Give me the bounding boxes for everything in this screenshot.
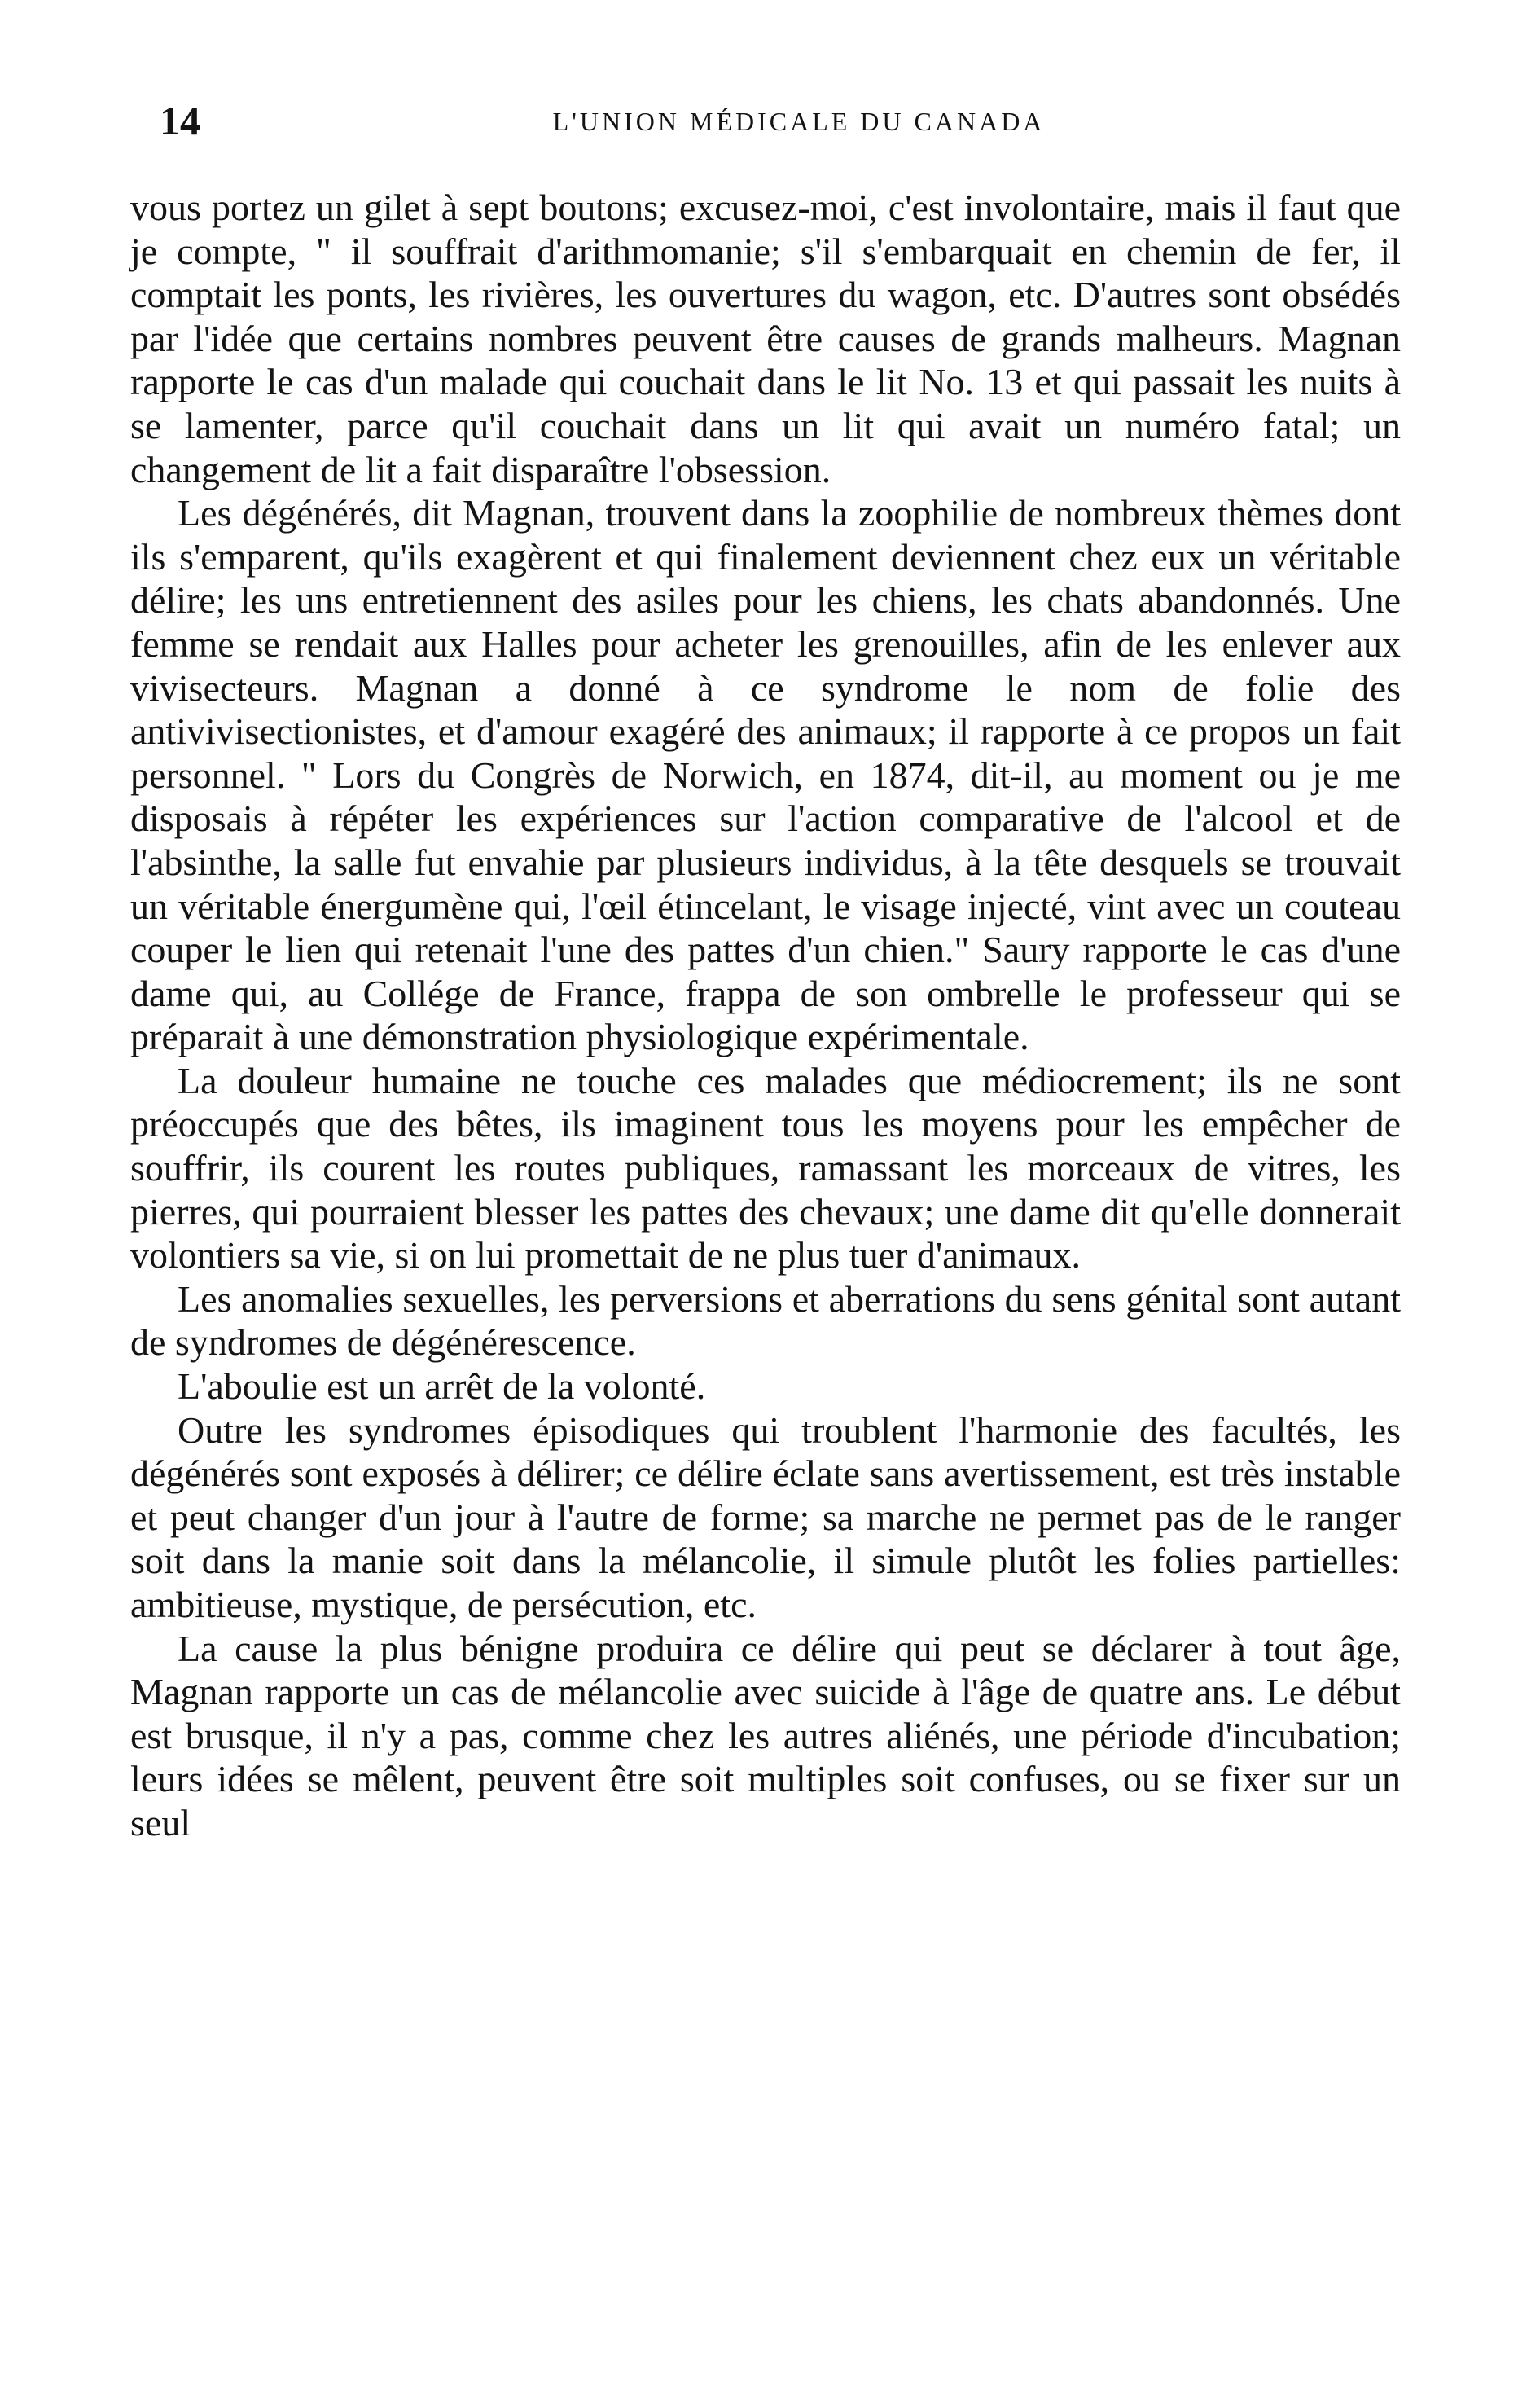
paragraph: L'aboulie est un arrêt de la volonté.	[178, 1365, 706, 1408]
paragraph: La douleur humaine ne touche ces malades que médiocrement; ils ne sont préoccupés que des bêtes, ils imaginent tous les moyens pour les empêcher de souffrir, ils courent les routes publiques, ramassant les morceaux de vitres, les pierres, qui pourraient blesser les pattes des chevaux; une dame dit qu'elle donnerait volontiers sa vie, si on lui promettait de ne plus tuer d'animaux.	[130, 1059, 1401, 1277]
page-number: 14	[160, 98, 200, 143]
paragraph: Les anomalies sexuelles, les perversions et aberrations du sens génital sont autant de syndromes de dégénérescence.	[130, 1277, 1401, 1364]
paragraph: Les dégénérés, dit Magnan, trouvent dans la zoophilie de nombreux thèmes dont ils s'emparent, qu'ils exagèrent et qui finalement deviennent chez eux un véritable délire; les uns entretiennent des asiles pour les chiens, les chats abandonnés. Une femme se rendait aux Halles pour acheter les grenouilles, afin de les enlever aux vivisecteurs. Magnan a donné à ce syndrome le nom de folie des antivivisectionistes, et d'amour exagéré des animaux; il rapporte à ce propos un fait personnel. " Lors du Congrès de Norwich, en 1874, dit-il, au moment ou je me disposais à répéter les expériences sur l'action comparative de l'alcool et de l'absinthe, la salle fut envahie par plusieurs individus, à la tête desquels se trouvait un véritable énergumène qui, l'œil étincelant, le visage injecté, vint avec un couteau couper le lien qui retenait l'une des pattes d'un chien." Saury rapporte le cas d'une dame qui, au Collége de France, frappa de son ombrelle le professeur qui se préparait à une démonstration physiologique expérimentale.	[130, 492, 1401, 1058]
journal-title: L'UNION MÉDICALE DU CANADA	[552, 107, 1046, 136]
paragraph: La cause la plus bénigne produira ce délire qui peut se déclarer à tout âge, Magnan rapporte un cas de mélancolie avec suicide à l'âge de quatre ans. Le début est brusque, il n'y a pas, comme chez les autres aliénés, une période d'incubation; leurs idées se mêlent, peuvent être soit multiples soit confuses, ou se fixer sur un seul	[130, 1627, 1401, 1843]
body-text	[130, 186, 1401, 1845]
paragraph: Outre les syndromes épisodiques qui troublent l'harmonie des facultés, les dégénérés sont exposés à délirer; ce délire éclate sans avertissement, est très instable et peut changer d'un jour à l'autre de forme; sa marche ne permet pas de le ranger soit dans la manie soit dans la mélancolie, il simule plutôt les folies partielles: ambitieuse, mystique, de persécution, etc.	[130, 1408, 1401, 1625]
paragraph: vous portez un gilet à sept boutons; excusez-moi, c'est involontaire, mais il faut que je compte, " il souffrait d'arithmomanie; s'il s'embarquait en chemin de fer, il comptait les ponts, les rivières, les ouvertures du wagon, etc. D'autres sont obsédés par l'idée que certains nombres peuvent être causes de grands malheurs. Magnan rapporte le cas d'un malade qui couchait dans le lit No. 13 et qui passait les nuits à se lamenter, parce qu'il couchait dans un lit qui avait un numéro fatal; un changement de lit a fait disparaître l'obsession.	[130, 187, 1401, 490]
running-head	[160, 96, 1389, 145]
